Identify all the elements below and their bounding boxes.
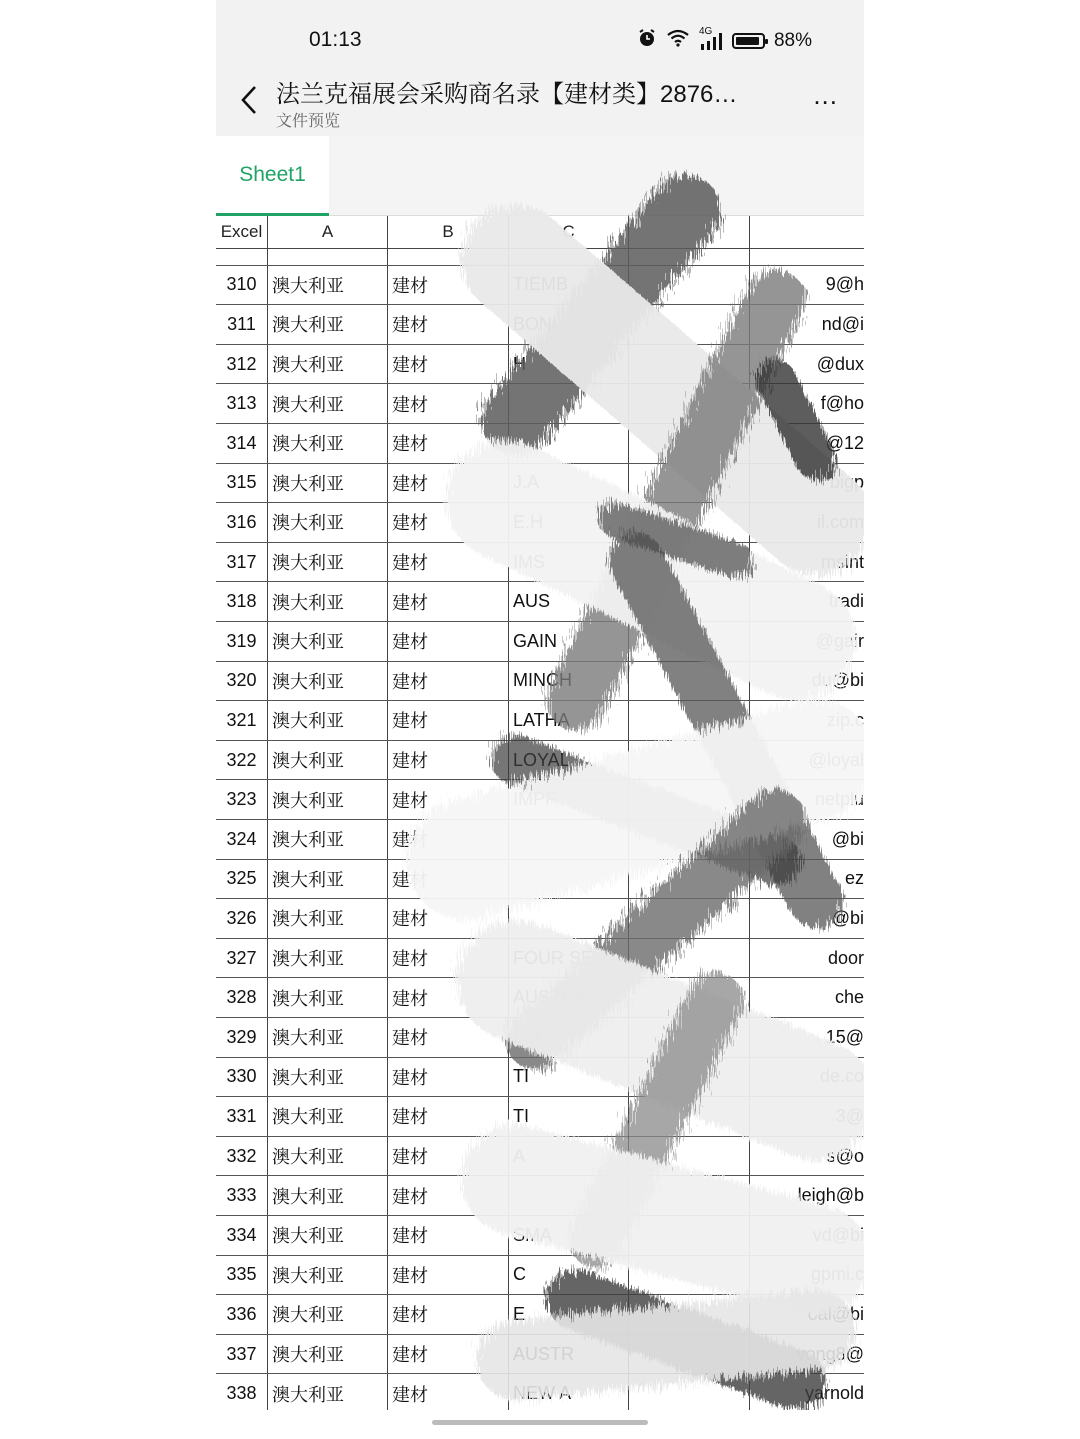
row-number[interactable]: 328 <box>216 978 268 1017</box>
company-cell[interactable]: LEE <box>509 1018 629 1057</box>
row-number[interactable]: 332 <box>216 1137 268 1176</box>
category-cell[interactable]: 建材 <box>388 662 509 701</box>
country-cell[interactable]: 澳大利亚 <box>268 1176 388 1215</box>
category-cell[interactable]: 建材 <box>388 622 509 661</box>
row-number[interactable]: 323 <box>216 780 268 819</box>
table-row <box>216 780 864 820</box>
email-cell[interactable]: @loyal <box>808 749 864 770</box>
table-row-partial <box>216 249 864 266</box>
row-number[interactable]: 322 <box>216 741 268 780</box>
category-cell[interactable]: 建材 <box>388 1335 509 1374</box>
row-number[interactable]: 338 <box>216 1374 268 1410</box>
grid-cell[interactable] <box>509 249 629 265</box>
cell-d[interactable] <box>629 780 750 819</box>
company-cell[interactable]: H <box>509 345 629 384</box>
cell-d[interactable] <box>629 503 750 542</box>
table-row <box>216 1097 864 1137</box>
row-number[interactable]: 331 <box>216 1097 268 1136</box>
row-number[interactable]: 315 <box>216 464 268 503</box>
email-cell[interactable]: 9@h <box>825 274 864 295</box>
grid-cell[interactable] <box>629 249 750 265</box>
category-cell[interactable]: 建材 <box>388 384 509 423</box>
chevron-left-icon <box>240 85 258 115</box>
country-cell[interactable]: 澳大利亚 <box>268 305 388 344</box>
table-row <box>216 701 864 741</box>
sheet-tab-bar <box>216 136 864 216</box>
company-cell[interactable]: GAIN <box>509 622 629 661</box>
email-cell[interactable]: msint <box>820 551 864 572</box>
row-number[interactable]: 329 <box>216 1018 268 1057</box>
table-row <box>216 1018 864 1058</box>
category-cell[interactable]: 建材 <box>388 1216 509 1255</box>
company-cell[interactable]: LATHA <box>509 701 629 740</box>
phone-screen <box>216 0 864 1410</box>
country-cell[interactable]: 澳大利亚 <box>268 780 388 819</box>
cell-d[interactable] <box>629 622 750 661</box>
cell-d[interactable] <box>629 860 750 899</box>
row-number[interactable]: 312 <box>216 345 268 384</box>
cell-d[interactable] <box>629 582 750 621</box>
category-cell[interactable]: 建材 <box>388 978 509 1017</box>
company-cell[interactable]: C <box>509 1256 629 1295</box>
country-cell[interactable]: 澳大利亚 <box>268 1216 388 1255</box>
company-cell[interactable]: BONI <box>509 305 629 344</box>
cell-d[interactable] <box>629 1295 750 1334</box>
more-options-button[interactable]: ... <box>813 80 838 110</box>
category-cell[interactable]: 建材 <box>388 543 509 582</box>
battery-percent: 88% <box>773 30 812 51</box>
cell-d[interactable] <box>629 384 750 423</box>
table-row <box>216 899 864 939</box>
company-cell[interactable]: MINCH <box>509 662 629 701</box>
row-number[interactable]: 319 <box>216 622 268 661</box>
cell-d[interactable] <box>629 1335 750 1374</box>
country-cell[interactable]: 澳大利亚 <box>268 464 388 503</box>
column-header-e[interactable] <box>750 216 864 249</box>
signal-icon <box>698 26 723 50</box>
cell-d[interactable] <box>629 1256 750 1295</box>
cell-d[interactable] <box>629 266 750 305</box>
cell-d[interactable] <box>629 701 750 740</box>
company-cell[interactable]: TI <box>509 1097 629 1136</box>
email-cell[interactable]: s@o <box>826 1145 864 1166</box>
cell-d[interactable] <box>629 662 750 701</box>
email-cell[interactable]: de.co <box>819 1066 864 1087</box>
category-cell[interactable]: 建材 <box>388 741 509 780</box>
company-cell[interactable]: IMS <box>509 543 629 582</box>
cell-d[interactable] <box>629 1018 750 1057</box>
cell-d[interactable] <box>629 345 750 384</box>
row-number[interactable]: 334 <box>216 1216 268 1255</box>
company-cell[interactable]: TIEMB <box>509 266 629 305</box>
table-row <box>216 305 864 345</box>
row-number[interactable]: 335 <box>216 1256 268 1295</box>
corner-header: Excel <box>216 216 268 249</box>
country-cell[interactable]: 澳大利亚 <box>268 1137 388 1176</box>
table-row <box>216 939 864 979</box>
row-number[interactable]: 327 <box>216 939 268 978</box>
alarm-icon <box>637 28 657 54</box>
country-cell[interactable]: 澳大利亚 <box>268 1374 388 1410</box>
column-header-c[interactable]: C <box>509 216 629 249</box>
cell-d[interactable] <box>629 543 750 582</box>
email-cell[interactable]: vong8@ <box>796 1343 864 1364</box>
table-row <box>216 820 864 860</box>
table-row <box>216 266 864 306</box>
category-cell[interactable]: 建材 <box>388 1058 509 1097</box>
email-cell[interactable]: leigh@b <box>797 1185 864 1206</box>
country-cell[interactable]: 澳大利亚 <box>268 741 388 780</box>
email-cell[interactable]: door <box>827 947 864 968</box>
table-row <box>216 1295 864 1335</box>
email-cell[interactable]: du@bi <box>811 670 864 691</box>
status-time: 01:13 <box>309 28 362 51</box>
company-cell[interactable]: AUS <box>509 582 629 621</box>
country-cell[interactable]: 澳大利亚 <box>268 1058 388 1097</box>
category-cell[interactable]: 建材 <box>388 1295 509 1334</box>
category-cell[interactable]: 建材 <box>388 1256 509 1295</box>
email-cell[interactable]: il.com <box>816 511 864 532</box>
email-cell[interactable]: zip.c <box>826 709 864 730</box>
column-header-b[interactable]: B <box>388 216 509 249</box>
email-cell[interactable]: netplu <box>814 789 864 810</box>
page-title: 法兰克福展会采购商名录【建材类】2876… <box>276 81 738 108</box>
category-cell[interactable]: 建材 <box>388 1097 509 1136</box>
table-row <box>216 503 864 543</box>
cell-d[interactable] <box>629 1176 750 1215</box>
email-cell[interactable]: @12 <box>825 432 864 453</box>
country-cell[interactable]: 澳大利亚 <box>268 266 388 305</box>
cell-d[interactable] <box>629 1097 750 1136</box>
company-cell[interactable]: AUSTRA <box>509 978 629 1017</box>
table-row <box>216 978 864 1018</box>
category-cell[interactable]: 建材 <box>388 305 509 344</box>
status-bar <box>216 0 864 72</box>
company-cell[interactable]: LOYAL <box>509 741 629 780</box>
home-indicator[interactable] <box>432 1420 648 1425</box>
table-row <box>216 1176 864 1216</box>
row-number[interactable]: 333 <box>216 1176 268 1215</box>
country-cell[interactable]: 澳大利亚 <box>268 384 388 423</box>
email-cell[interactable]: nd@i <box>821 313 864 334</box>
category-cell[interactable]: 建材 <box>388 939 509 978</box>
category-cell[interactable]: 建材 <box>388 345 509 384</box>
country-cell[interactable]: 澳大利亚 <box>268 939 388 978</box>
company-cell[interactable] <box>509 384 629 423</box>
category-cell[interactable]: 建材 <box>388 503 509 542</box>
country-cell[interactable]: 澳大利亚 <box>268 1018 388 1057</box>
company-cell[interactable]: NEW A <box>509 1374 629 1410</box>
email-cell[interactable]: che <box>834 987 864 1008</box>
row-number[interactable]: 326 <box>216 899 268 938</box>
row-number[interactable]: 337 <box>216 1335 268 1374</box>
grid-cell[interactable] <box>268 249 388 265</box>
tab-sheet1[interactable]: Sheet1 <box>216 136 329 216</box>
company-cell[interactable]: A <box>509 1137 629 1176</box>
table-row <box>216 424 864 464</box>
company-cell[interactable]: E <box>509 1295 629 1334</box>
country-cell[interactable]: 澳大利亚 <box>268 978 388 1017</box>
email-cell[interactable]: ez <box>844 868 864 889</box>
email-cell[interactable]: tradi <box>828 591 864 612</box>
company-cell[interactable] <box>509 860 629 899</box>
table-row <box>216 860 864 900</box>
cell-d[interactable] <box>629 939 750 978</box>
table-row <box>216 464 864 504</box>
battery-icon <box>732 33 765 49</box>
category-cell[interactable]: 建材 <box>388 1018 509 1057</box>
category-cell[interactable]: 建材 <box>388 582 509 621</box>
country-cell[interactable]: 澳大利亚 <box>268 345 388 384</box>
cell-d[interactable] <box>629 464 750 503</box>
company-cell[interactable]: AUSTR <box>509 1335 629 1374</box>
cell-d[interactable] <box>629 1137 750 1176</box>
table-row <box>216 1058 864 1098</box>
email-cell[interactable]: @dux <box>816 353 864 374</box>
category-cell[interactable]: 建材 <box>388 464 509 503</box>
table-row <box>216 622 864 662</box>
grid-cell[interactable] <box>750 249 864 265</box>
email-cell[interactable]: 3@ <box>835 1105 864 1126</box>
company-cell[interactable]: SMA <box>509 1216 629 1255</box>
row-number[interactable]: 324 <box>216 820 268 859</box>
company-cell[interactable]: E.H <box>509 503 629 542</box>
cell-d[interactable] <box>629 820 750 859</box>
country-cell[interactable]: 澳大利亚 <box>268 622 388 661</box>
row-number[interactable]: 313 <box>216 384 268 423</box>
company-cell[interactable] <box>509 820 629 859</box>
country-cell[interactable]: 澳大利亚 <box>268 1256 388 1295</box>
table-row <box>216 662 864 702</box>
country-cell[interactable]: 澳大利亚 <box>268 582 388 621</box>
table-row <box>216 345 864 385</box>
row-number[interactable]: 321 <box>216 701 268 740</box>
row-number[interactable]: 318 <box>216 582 268 621</box>
email-cell[interactable]: yarnold <box>804 1383 864 1404</box>
wifi-icon <box>666 29 690 53</box>
cell-d[interactable] <box>629 1216 750 1255</box>
country-cell[interactable]: 澳大利亚 <box>268 662 388 701</box>
grid-cell[interactable] <box>216 249 268 265</box>
row-number[interactable]: 320 <box>216 662 268 701</box>
category-cell[interactable]: 建材 <box>388 701 509 740</box>
email-cell[interactable]: vd@bi <box>812 1224 864 1245</box>
table-row <box>216 1335 864 1375</box>
row-number[interactable]: 314 <box>216 424 268 463</box>
category-cell[interactable]: 建材 <box>388 1176 509 1215</box>
table-row <box>216 1216 864 1256</box>
email-cell[interactable]: @bi <box>831 907 864 928</box>
company-cell[interactable] <box>509 424 629 463</box>
row-number[interactable]: 310 <box>216 266 268 305</box>
company-cell[interactable]: TI <box>509 1058 629 1097</box>
table-row <box>216 384 864 424</box>
company-cell[interactable] <box>509 899 629 938</box>
table-row <box>216 1374 864 1410</box>
cell-d[interactable] <box>629 1374 750 1410</box>
table-row <box>216 1256 864 1296</box>
row-number[interactable]: 325 <box>216 860 268 899</box>
category-cell[interactable]: 建材 <box>388 899 509 938</box>
country-cell[interactable]: 澳大利亚 <box>268 860 388 899</box>
category-cell[interactable]: 建材 <box>388 780 509 819</box>
cell-d[interactable] <box>629 1058 750 1097</box>
row-number[interactable]: 311 <box>216 305 268 344</box>
email-cell[interactable]: gpmi.c <box>810 1264 864 1285</box>
email-cell[interactable]: @gair <box>815 630 864 651</box>
cell-d[interactable] <box>629 305 750 344</box>
category-cell[interactable]: 建材 <box>388 1374 509 1410</box>
row-number[interactable]: 316 <box>216 503 268 542</box>
table-row <box>216 741 864 781</box>
country-cell[interactable]: 澳大利亚 <box>268 1295 388 1334</box>
table-row <box>216 543 864 583</box>
cell-d[interactable] <box>629 741 750 780</box>
country-cell[interactable]: 澳大利亚 <box>268 899 388 938</box>
company-cell[interactable] <box>509 1176 629 1215</box>
email-cell[interactable]: @bi <box>831 828 864 849</box>
company-cell[interactable]: FOUR SE <box>509 939 629 978</box>
back-button[interactable] <box>232 80 266 120</box>
status-icons <box>637 28 812 54</box>
email-cell[interactable]: f@ho <box>820 393 864 414</box>
grid-cell[interactable] <box>388 249 509 265</box>
country-cell[interactable]: 澳大利亚 <box>268 701 388 740</box>
row-number[interactable]: 317 <box>216 543 268 582</box>
cell-d[interactable] <box>629 899 750 938</box>
company-cell[interactable]: IMPF <box>509 780 629 819</box>
spreadsheet-grid[interactable] <box>216 216 864 1410</box>
page-subtitle: 文件预览 <box>276 113 341 130</box>
table-row <box>216 582 864 622</box>
email-cell[interactable]: oal@bi <box>807 1303 864 1324</box>
category-cell[interactable]: 建材 <box>388 820 509 859</box>
category-cell[interactable]: 建材 <box>388 1137 509 1176</box>
country-cell[interactable]: 澳大利亚 <box>268 424 388 463</box>
cell-d[interactable] <box>629 424 750 463</box>
country-cell[interactable]: 澳大利亚 <box>268 543 388 582</box>
category-cell[interactable]: 建材 <box>388 424 509 463</box>
company-cell[interactable]: J.A <box>509 464 629 503</box>
column-header-d[interactable] <box>629 216 750 249</box>
category-cell[interactable]: 建材 <box>388 266 509 305</box>
email-cell[interactable]: 15@ <box>825 1026 864 1047</box>
country-cell[interactable]: 澳大利亚 <box>268 503 388 542</box>
country-cell[interactable]: 澳大利亚 <box>268 820 388 859</box>
column-header-a[interactable]: A <box>268 216 388 249</box>
cell-d[interactable] <box>629 978 750 1017</box>
email-cell[interactable]: bigp <box>829 472 864 493</box>
table-row <box>216 1137 864 1177</box>
country-cell[interactable]: 澳大利亚 <box>268 1335 388 1374</box>
app-header <box>216 72 864 136</box>
network-type: 4G <box>698 26 713 37</box>
category-cell[interactable]: 建材 <box>388 860 509 899</box>
row-number[interactable]: 336 <box>216 1295 268 1334</box>
country-cell[interactable]: 澳大利亚 <box>268 1097 388 1136</box>
row-number[interactable]: 330 <box>216 1058 268 1097</box>
